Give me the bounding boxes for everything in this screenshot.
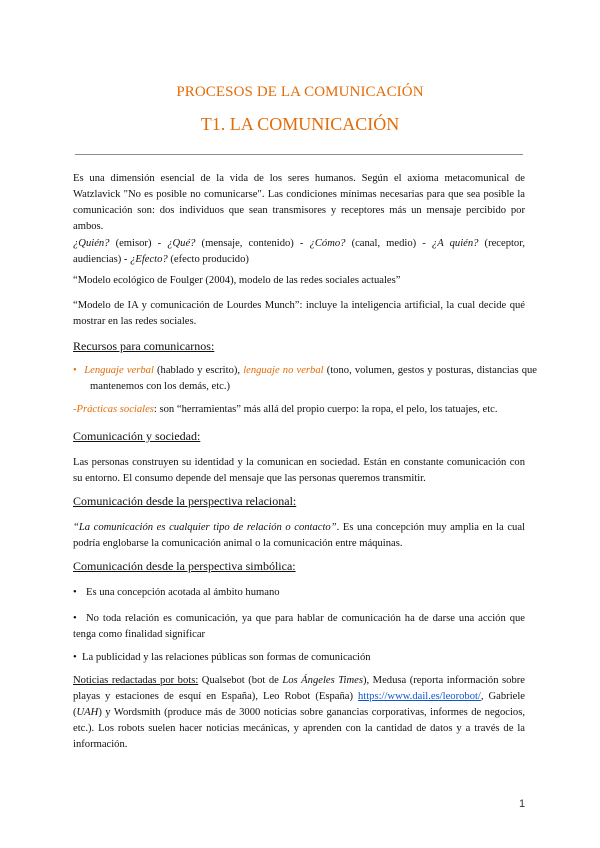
- munch-model-paragraph: “Modelo de IA y comunicación de Lourdes Munch”: incluye la inteligencia artificial, la cual decide qué mostrar en las redes sociales.: [73, 300, 525, 327]
- simbolica-bullet-text-2: No toda relación es comunicación, ya que para hablar de comunicación ha de darse una acción que tenga como finalidad significar: [73, 613, 525, 640]
- recursos-bullet-2: -: [73, 404, 77, 415]
- relacional-paragraph: [73, 520, 525, 552]
- answer-to-whom: (receptor, audiencias) -: [73, 238, 525, 265]
- bots-text-2: ), Medusa (reporta información sobre playas y estaciones de esquí en España), Leo Robot (España): [73, 675, 525, 702]
- question-what: ¿Qué?: [167, 238, 196, 249]
- page-number: 1: [519, 798, 526, 810]
- answer-what: (mensaje, contenido) -: [195, 238, 310, 249]
- verbal-language-term: Lenguaje verbal: [84, 365, 154, 376]
- recursos-item-social-practices: [73, 402, 525, 418]
- question-to-whom: ¿A quién?: [431, 238, 479, 249]
- simbolica-bullet-text-3: La publicidad y las relaciones públicas son formas de comunicación: [82, 652, 371, 663]
- bots-text-3: , Gabriele (: [73, 691, 526, 718]
- sociedad-heading: Comunicación y sociedad:: [73, 429, 201, 443]
- social-practices-term: Prácticas sociales: [76, 404, 154, 415]
- nonverbal-language-desc: (tono, volumen, gestos y posturas, distancias que mantenemos con los demás, etc.): [90, 365, 538, 392]
- simbolica-bullet-1: • Es una concepción acotada al ámbito humano: [73, 587, 280, 598]
- leorobot-link[interactable]: https://www.dail.es/leorobot/: [357, 691, 481, 702]
- recursos-heading: Recursos para comunicarnos:: [73, 339, 215, 353]
- social-practices-desc: : son “herramientas” más allá del propio cuerpo: la ropa, el pelo, los tatuajes, etc.: [153, 404, 498, 415]
- recursos-item-language: [78, 363, 537, 395]
- simbolica-bullet-3: • La publicidad y las relaciones públicas son formas de comunicación: [73, 652, 371, 663]
- bots-text-1: Qualsebot (bot de: [198, 675, 283, 686]
- question-effect: ¿Efecto?: [130, 254, 168, 265]
- bots-text-4: ) y Wordsmith (produce más de 3000 noticias sobre ganancias corporativas, informes de negocios, etc.). Los robots suelen hacer noticias mecánicas, y aprenden con la cantidad de datos y a través de la información.: [73, 707, 525, 750]
- simbolica-heading: Comunicación desde la perspectiva simbólica:: [73, 559, 296, 573]
- intro-paragraph: Es una dimensión esencial de la vida de los seres humanos. Según el axioma metacomunical de Watzlavick "No es posible no comunicarse". Las condiciones mínimas necesarias para que sea posible la comunicación son: dos individuos que sean transmisores y receptores más un mensaje percibido por ambos.: [73, 173, 525, 232]
- question-who: ¿Quién?: [73, 238, 110, 249]
- question-how: ¿Cómo?: [309, 238, 346, 249]
- recursos-bullet-1: •: [73, 365, 77, 376]
- relacional-text: . Es una concepción muy amplia en la cual podría englobarse la comunicación animal o la comunicación entre máquinas.: [73, 522, 525, 549]
- document-subtitle: T1. LA COMUNICACIÓN: [200, 114, 400, 134]
- answer-how: (canal, medio) -: [345, 238, 432, 249]
- document-title: PROCESOS DE LA COMUNICACIÓN: [176, 84, 424, 100]
- bots-text-la-times: Los Ángeles Times: [282, 675, 363, 686]
- bots-paragraph: [73, 673, 525, 753]
- relacional-heading: Comunicación desde la perspectiva relacional:: [73, 494, 297, 508]
- simbolica-bullet-2: • No toda relación es comunicación, ya que para hablar de comunicación ha de darse una acción que tenga como finalidad significar: [73, 613, 525, 640]
- answer-who: (emisor) -: [109, 238, 168, 249]
- simbolica-bullet-text-1: Es una concepción acotada al ámbito humano: [86, 587, 280, 598]
- nonverbal-language-term: lenguaje no verbal: [243, 365, 324, 376]
- communication-elements-paragraph: [73, 236, 525, 268]
- bots-text-uah: UAH: [76, 707, 99, 718]
- relacional-quote: “La comunicación es cualquier tipo de relación o contacto”: [73, 522, 337, 533]
- bots-label: Noticias redactadas por bots:: [73, 675, 199, 686]
- answer-effect: (efecto producido): [167, 254, 249, 265]
- title-divider: [75, 154, 523, 155]
- foulger-model-paragraph: “Modelo ecológico de Foulger (2004), modelo de las redes sociales actuales”: [73, 275, 401, 286]
- sociedad-paragraph: Las personas construyen su identidad y la comunican en sociedad. Están en constante comunicación con su entorno. El consumo depende del mensaje que las personas queremos transmitir.: [73, 457, 525, 484]
- verbal-language-desc: (hablado y escrito),: [153, 365, 244, 376]
